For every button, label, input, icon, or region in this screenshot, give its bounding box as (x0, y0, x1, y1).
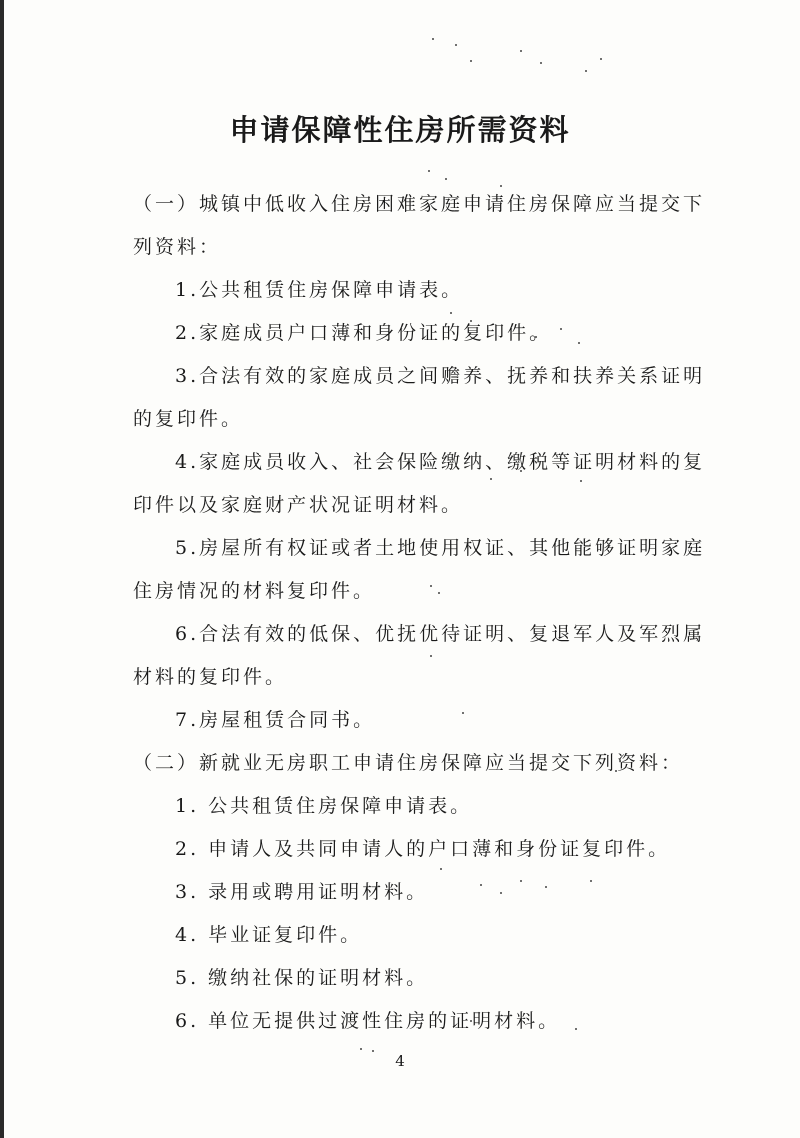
section-1-item-7: 7.房屋租赁合同书。 (175, 709, 376, 731)
section-1-heading-continued: 列资料： (133, 236, 222, 258)
section-1-item-6: 6.合法有效的低保、优抚优待证明、复退军人及军烈属 (175, 623, 706, 645)
section-1-item-1: 1.公共租赁住房保障申请表。 (175, 279, 464, 301)
section-2-item-3: 3. 录用或聘用证明材料。 (175, 881, 429, 903)
section-1-item-2: 2.家庭成员户口薄和身份证的复印件。 (175, 322, 552, 344)
section-2-item-4: 4. 毕业证复印件。 (175, 924, 363, 946)
section-2-item-6: 6. 单位无提供过渡性住房的证明材料。 (175, 1010, 561, 1032)
document-title: 申请保障性住房所需资料 (229, 113, 571, 147)
section-1-item-3-continued: 的复印件。 (133, 408, 244, 430)
section-2-heading: （二）新就业无房职工申请住房保障应当提交下列资料： (133, 752, 684, 774)
section-1-item-3: 3.合法有效的家庭成员之间赡养、抚养和扶养关系证明 (175, 365, 706, 387)
section-1-item-4: 4.家庭成员收入、社会保险缴纳、缴税等证明材料的复 (175, 451, 706, 473)
section-2-item-1: 1. 公共租赁住房保障申请表。 (175, 795, 473, 817)
section-1-item-5-continued: 住房情况的材料复印件。 (133, 580, 376, 602)
scan-edge (0, 0, 4, 1138)
section-1-item-5: 5.房屋所有权证或者土地使用权证、其他能够证明家庭 (175, 537, 706, 559)
section-1-heading: （一）城镇中低收入住房困难家庭申请住房保障应当提交下 (133, 193, 706, 215)
section-2-item-5: 5. 缴纳社保的证明材料。 (175, 967, 429, 989)
section-2-item-2: 2. 申请人及共同申请人的户口薄和身份证复印件。 (175, 838, 671, 860)
section-1-item-6-continued: 材料的复印件。 (133, 666, 288, 688)
section-1-item-4-continued: 印件以及家庭财产状况证明材料。 (133, 494, 464, 516)
page-number: 4 (395, 1052, 405, 1070)
